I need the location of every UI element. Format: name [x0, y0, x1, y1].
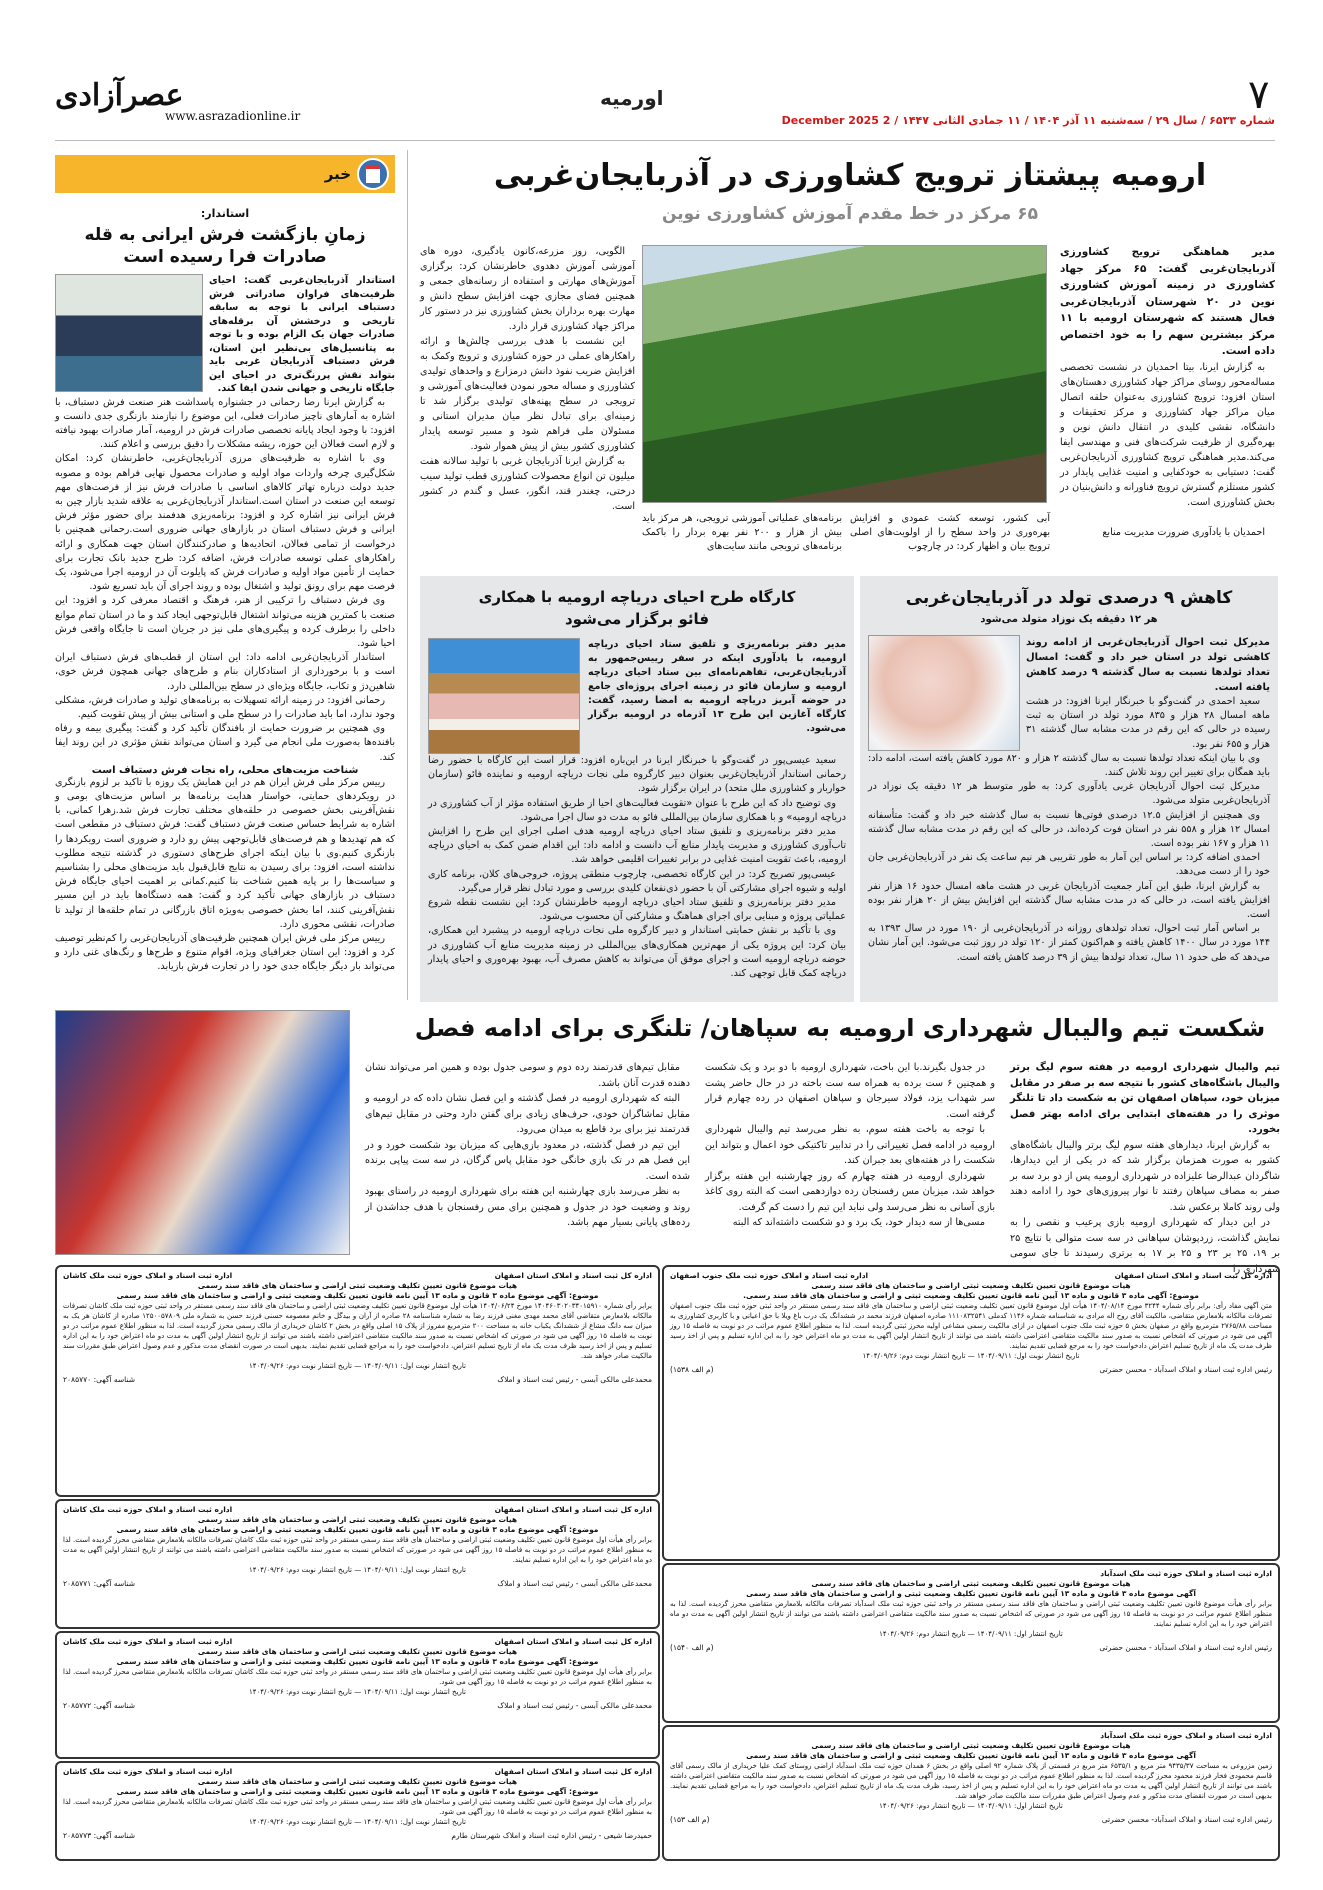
legal-notice — [55, 1761, 660, 1861]
notice-subject: موضوع: آگهی ماده ۳ قانون و ماده ۱۳ آیین نامه قانون تعیین تکلیف وضعیت ثبتی و اراضی و ساختمان های فاقد سند رسمی. — [743, 1291, 1199, 1300]
legal-notice — [55, 1265, 660, 1497]
notice-subject: موضوع: آگهی موضوع ماده ۳ قانون و ماده ۱۳ آیین نامه قانون تعیین تکلیف وضعیت ثبتی و اراضی و ساختمان های فاقد سند رسمی — [116, 1525, 599, 1534]
notice-code: شناسه آگهی: ۲۰۸۵۷۷۰ — [63, 1375, 135, 1384]
notice-signature: رئیس اداره ثبت اسناد و املاک اسدآباد- محسن حضرتی — [1101, 1815, 1272, 1824]
headline: کارگاه طرح احیای دریاچه ارومیه با همکاری فائو برگزار می‌شود — [478, 588, 796, 628]
notice-body: برابر رأی هیأت اول موضوع قانون تعیین تکلیف وضعیت ثبتی اراضی و ساختمان های فاقد سند رسمی مستقر در واحد ثبتی حوزه ثبت ملک کاشان تصرفات مالکانه بلامعارض متقاضی محرز گردیده است. لذا به منظور اطلاع عموم مراتب در دو نوبت به فاصله ۱۵ روز آگهی می شود. — [63, 1668, 652, 1686]
paragraph: وی فرش دستباف را ترکیبی از هنر، فرهنگ و اقتصاد معرفی کرد و افزود: این صنعت با کمترین هزینه می‌تواند اشتغال قابل‌توجهی ایجاد کند و ما در استان تمام موانع داخلی را برطرف کرده و پیگیری‌های ملی نیز در جریان است تا جایگاه واقعی فرش احیا شود. — [55, 595, 395, 649]
notice-dates: تاریخ انتشار نوبت اول: ۱۴۰۴/۰۹/۱۱ — تاریخ انتشار نوبت دوم: ۱۴۰۴/۰۹/۲۶ — [249, 1566, 466, 1574]
paragraph: در جدول بگیرند.با این باخت، شهرداری ارومیه با دو برد و یک شکست و همچنین ۶ ست برده به همراه سه ست باخته در در حال حاضر پشت سر شهداب یزد، فولاد سیرجان و سپاهان اصفهان در رده چهارم قرار گرفته است. — [705, 1062, 995, 1120]
baby-hand-photo — [868, 635, 1020, 751]
section-title: اورمیه — [600, 86, 664, 110]
paragraph: مدیر دفتر برنامه‌ریزی و تلفیق ستاد احیای دریاچه ارومیه خاطرنشان کرد: این نشست نقطه شروع عملیاتی پروژه و مبنایی برای اجرای هماهنگ و مشارکتی آن محسوب می‌شود. — [428, 897, 846, 923]
notice-org: اداره کل ثبت اسناد و املاک استان اصفهان — [1114, 1271, 1272, 1280]
paragraph: وی توضیح داد که این طرح با عنوان «تقویت فعالیت‌های احیا از طریق استفاده مؤثر از آب کشاورزی در دریاچه ارومیه» و با همکاری سازمان بین‌المللی فائو به مدت دو سال اجرا می‌شود. — [428, 797, 846, 823]
subheadline: هر ۱۲ دقیقه یک نوزاد متولد می‌شود — [980, 614, 1158, 625]
notice-title: هیات موضوع قانون تعیین تکلیف وضعیت ثبتی اراضی و ساختمان های فاقد سند رسمی — [811, 1579, 1131, 1588]
lead: مدیرکل ثبت احوال آذربایجان‌غربی از ادامه روند کاهشی تولد در استان خبر داد و گفت: امسال تعداد تولدها نسبت به سال گذشته ۹ درصد کاهش یافته است. — [1026, 637, 1270, 693]
notice-dates: تاریخ انتشار نوبت اول: ۱۴۰۴/۰۹/۱۱ — تاریخ انتشار نوبت دوم: ۱۴۰۴/۰۹/۲۶ — [249, 1362, 466, 1370]
paragraph: استاندار آذربایجان‌غربی ادامه داد: این استان از قطب‌های فرش دستباف ایران است و با برخورداری از استادکاران بنام و طرح‌های جهانی همچون فرش خوی، شاهین‌دژ و تکاب، جایگاه ویژه‌ای در سطح بین‌المللی دارد. — [55, 652, 395, 692]
notice-body: برابر رأی هیأت اول موضوع قانون تعیین تکلیف وضعیت ثبتی اراضی و ساختمان های فاقد سند رسمی مستقر در واحد ثبتی حوزه ثبت ملک کاشان تصرفات مالکانه بلامعارض متقاضی محرز گردیده است. لذا به منظور اطلاع عموم مراتب در دو نوبت به فاصله ۱۵ روز آگهی می شود. — [63, 1798, 652, 1816]
notice-org: اداره کل ثبت اسناد و املاک استان اصفهان — [494, 1767, 652, 1776]
lake-urmia-photo — [428, 638, 580, 754]
paragraph: البته که شهرداری ارومیه در فصل گذشته و این فصل نشان داده که در ارومیه و مقابل تماشاگران خودی، حرف‌های زیادی برای گفتن دارد وحتی در مقابل تیم‌های قدرتمند نیز برای برد قاطع به میدان می‌رود. — [365, 1093, 690, 1135]
lead: استاندار آذربایجان‌غربی گفت: احیای ظرفیت‌های فراوان صادراتی فرش دستباف ایرانی با توجه به سابقه تاریخی و درخشش آن برقله‌های صادرات جهان یک الزام بوده و با توجه به پتانسیل‌های بی‌نظیر این استان، فرش دستباف آذربایجان غربی باید بتواند نقش پررنگ‌تری در احیای این جایگاه تاریخی و جهانی شدن ایفا کند. — [209, 275, 395, 394]
paragraph: وی همچنین از افزایش ۱۲.۵ درصدی فوتی‌ها نسبت به سال گذشته خبر داد و گفت: متأسفانه امسال ۱۲ هزار و ۵۵۸ نفر در استان فوت کرده‌اند، در حالی که این رقم در مدت مشابه سال گذشته ۱۱ هزار و ۱۶۷ نفر بوده است. — [868, 809, 1270, 850]
paragraph: به گزارش ایرنا آذربایجان غربی با تولید سالانه هفت میلیون تن انواع محصولات کشاورزی قطب تولید سیب درختی، چغندر قند، انگور، عسل و گندم در کشور است. — [420, 456, 635, 512]
notice-code: (م الف ۱۵۴۰) — [670, 1643, 714, 1652]
paragraph: احمدی اضافه کرد: بر اساس این آمار به طور تقریبی هر نیم ساعت یک نفر در آذربایجان‌غربی جان خود را از دست می‌دهد. — [868, 852, 1270, 878]
paragraph: در این دیدار که شهرداری ارومیه بازی پرعیب و نقصی را به نمایش گذاشت، زردپوشان سپاهانی در سه ست متوالی با نتایج ۲۵ بر ۱۹، ۲۵ بر ۲۳ و ۲۵ بر ۱۷ به برتری رسیدند تا جای سومی شهرداری را — [1010, 1217, 1280, 1275]
paragraph: مقابل تیم‌های قدرتمند رده دوم و سومی جدول بوده و همین امر می‌تواند نشان دهنده قدرت آنان باشد. — [365, 1062, 690, 1089]
paragraph: بر اساس آمار ثبت احوال، تعداد تولدهای روزانه در آذربایجان‌غربی از ۱۹۰ مورد در سال ۱۳۹۳ به ۱۴۴ مورد در سال ۱۴۰۰ کاهش یافته و هم‌اکنون کمتر از ۱۲۰ تولد در روز ثبت می‌شود. این آمار نشان می‌دهد که طی حدود ۱۱ سال، تعداد تولدها بیش از ۳۹ درصد کاهش یافته است. — [868, 923, 1270, 963]
notice-body: متن آگهی مفاد رأی: برابر رأی شماره ۳۲۴۴ مورخ ۱۴۰۴/۰۸/۱۴ هیأت اول موضوع قانون تعیین تکلیف وضعیت ثبتی اراضی و ساختمان های فاقد سند رسمی مستقر در واحد ثبتی حوزه ثبت ملک جنوب اصفهان تصرفات مالکانه بلامعارض متقاضی، مالکیت آقای روح اله مرادی به شناسنامه شماره ۱۱۴۶ کدملی ۱۱۱۰۸۳۲۵۴۱ صادره اصفهان فرزند محمد در ششدانگ یک درب باغ ویلا با حق اعیانی و با کاربری کشاورزی به مساحت ۲۷۶۵/۸۸ مترمربع واقع در صفهان بخش ۵ حوزه ثبت ملک جنوب اصفهان در ازای مالکیت رسمی مشاعی اولیه محرز ثبتی گردیده است. لذا به منظور اطلاع عموم مراتب در دو نوبت به فاصله ۱۵ روز آگهی می شود در صورتی که اشخاص نسبت به صدور سند مالکیت متقاضی اعتراضی داشته باشند می توانند از تاریخ انتشار اولین آگهی به مدت دو ماه اعتراض خود را به این اداره تسلیم و پس از اخذ رسید ظرف مدت یک ماه از تاریخ تسلیم اعتراض دادخواست خود را به مرجع قضایی تقدیم نمایند. — [670, 1302, 1273, 1350]
notice-org: اداره کل ثبت اسناد و املاک استان اصفهان — [494, 1505, 652, 1514]
paragraph: وی همچنین بر ضرورت حمایت از بافندگان تأکید کرد و گفت: پیگیری بیمه و رفاه بافنده‌ها به‌صورت ملی انجام می گیرد و استان می‌تواند نقش مؤثری در این روند ایفا کند. — [55, 723, 395, 763]
paragraph: وی با اشاره به ظرفیت‌های مرزی آذربایجان‌غربی، خاطرنشان کرد: امکان شکل‌گیری چرخه واردات مواد اولیه و صادرات محصول نهایی فراهم بوده و مصوبه جدید دولت درباره تهاتر کالاهای اساسی با صادرات فرش نیز از فرصت‌های مهم توسعه این صنعت در استان است.استاندار آذربایجان‌غربی به علاقه شدید بازار چین به فرش ایرانی نیز اشاره کرد و افزود: برنامه‌ریزی هدفمند برای حضور مؤثر فرش ایرانی و فرش دستباف استان در بازارهای جهانی ضروری است.رحمانی همچنین با درخواست از تمامی فعالان، اتحادیه‌ها و صادرکنندگان استان جهت همکاری و ارائه راهکارهای عملی توسعه صادرات فرش، اضافه کرد: طرح جدید بانک تجارت برای حمایت از تأمین مواد اولیه و صادرات فرش که پایلوت آن در ارومیه اجرا می‌شود، یک فرصت مهم برای رونق تولید و اشتغال بوده و روند اجرای آن باید تسریع شود. — [55, 453, 395, 593]
paragraph: به نظر می‌رسد بازی چهارشنبه این هفته برای شهرداری ارومیه در راستای بهبود روند و وضعیت خود در جدول و همچنین برای مس رفسنجان با هدف جداشدن از رده‌های پایانی بسیار مهم باشد. — [365, 1186, 690, 1228]
paragraph: رییس مرکز ملی فرش ایران هم در این همایش یک روزه با تاکید بر لزوم بازنگری در رویکردهای حمایتی، خواستار هدایت برنامه‌ها بر اساس مزیت‌های بومی و نقش‌آفرینی بخش خصوصی در حلقه‌های مختلف تجارت فرش شد.زهرا کمانی، با اشاره به شرایط حساس صنعت فرش دستباف گفت: فرش دستباف در مقطعی است که هم تهدیدها و هم فرصت‌های قابل‌توجهی پیش رو دارد و ضروری است رویکردها را بازنگری کنیم.وی با بیان اینکه اجرای طرح‌های دستوری در گذشته نتیجه مطلوب نداشته است، افزود: برای رسیدن به نتایج قابل‌قبول باید مزیت‌های محلی را بشناسیم و سیاست‌ها را بر پایه همین شناخت بنا کنیم.کمانی بر اهمیت احیای جایگاه فرش دستباف در بازارهای جهانی تأکید کرد و گفت: همه دستگاه‌ها باید در این مسیر نقش‌آفرینی کنند، اما بخش خصوصی به‌ویژه اتاق بازرگانی در تمام حلقه‌ها از تولید تا صادرات، نقشی محوری دارد. — [55, 776, 395, 930]
notice-title: هیات موضوع قانون تعیین تکلیف وضعیت ثبتی اراضی و ساختمان های فاقد سند رسمی — [811, 1281, 1131, 1290]
legal-notice — [55, 1499, 660, 1629]
news-badge — [55, 155, 395, 193]
notice-subject: آگهی موضوع ماده ۳ قانون و ماده ۱۳ آیین نامه قانون تعیین تکلیف وضعیت ثبتی و اراضی و ساختمان های فاقد سند رسمی — [746, 1589, 1196, 1598]
notice-code: شناسه آگهی: ۲۰۸۵۷۷۲ — [63, 1701, 135, 1710]
page-number: ۷ — [1248, 72, 1270, 118]
notice-subject: موضوع: آگهی موضوع ماده ۳ قانون و ماده ۱۳ آیین نامه قانون تعیین تکلیف وضعیت ثبتی و اراضی و ساختمان های فاقد سند رسمی — [116, 1657, 599, 1666]
paragraph: سعید عیسی‌پور در گفت‌وگو با خبرنگار ایرنا در این‌باره افزود: قرار است این کارگاه با حضور رضا رحمانی استاندار آذربایجان‌غربی بعنوان دبیر کارگروه ملی نجات دریاچه ارومیه و نماینده فائو (سازمان خواربار و کشاورزی ملل متحد) در ایران برگزار شود. — [428, 755, 846, 795]
carpet-article — [55, 155, 395, 1000]
paragraph: به گزارش ایرنا، دیدارهای هفته سوم لیگ برتر والیبال باشگاه‌های کشور به صورت همزمان برگزار شد که در یکی از این دیدارها، شاگردان عبدالرضا علیزاده در شهرداری ارومیه پس از دو برد سه بر صفر به مصاف سپاهان رفتند تا نوار پیروزی‌های خود را ادامه دهند ولی روند کاملا برعکس شد. — [1010, 1139, 1280, 1213]
paragraph: برنامه‌های عملیاتی آموزشی ترویجی، هر مرکز باید بیش از هزار و ۲۰۰ نفر بهره بردار را باکمک برنامه‌های ترویجی مانند سایت‌های — [642, 513, 843, 553]
paragraph: الگویی، روز مزرعه،کانون یادگیری، دوره های آموزشی آموزش دهدوی خاطرنشان کرد: برگزاری آموزش‌های مهارتی و استفاده از رسانه‌های جمعی و همچنین فضای مجازی جهت افزایش سطح دانش و مهارت بهره برداران بخش کشاورزی نیز در دستور کار مراکز جهاد کشاورزی قرار دارد. — [420, 246, 635, 332]
notice-subject: موضوع: آگهی موضوع ماده ۳ قانون و ماده ۱۳ آیین نامه قانون تعیین تکلیف وضعیت ثبتی و اراضی و ساختمان های فاقد سند رسمی — [116, 1787, 599, 1796]
notice-dates: تاریخ انتشار نوبت اول: ۱۴۰۴/۰۹/۱۱ — تاریخ انتشار نوبت دوم: ۱۴۰۴/۰۹/۲۶ — [862, 1352, 1080, 1360]
notice-office: اداره ثبت اسناد و املاک حوزه ثبت ملک کاشان — [63, 1271, 233, 1280]
notice-dates: تاریخ انتشار نوبت اول: ۱۴۰۴/۰۹/۱۱ — تاریخ انتشار نوبت دوم: ۱۴۰۴/۰۹/۲۶ — [249, 1688, 466, 1696]
paragraph: مسی‌ها از سه دیدار خود، یک برد و دو شکست داشته‌اند که البته — [732, 1217, 985, 1228]
kicker: استاندار: — [200, 207, 250, 220]
notice-code: (م الف ۱۵۳) — [670, 1815, 710, 1824]
lead: مدیر دفتر برنامه‌ریزی و تلفیق ستاد احیای دریاچه ارومیه، با یادآوری اینکه در سفر رییس‌جمهور به آذربایجان‌غربی، تفاهم‌نامه‌ای بین ستاد احیای دریاچه ارومیه و سازمان فائو در زمینه اجرای پروژه‌ای جامع در حوضه آبریز دریاچه ارومیه به امضا رسید، گفت: کارگاه آغازین این طرح ۱۳ آذرماه در ارومیه برگزار می‌شود. — [588, 639, 846, 734]
notice-subject: آگهی موضوع ماده ۳ قانون و ماده ۱۳ آیین نامه قانون تعیین تکلیف وضعیت ثبتی و اراضی و ساختمان های فاقد سند رسمی — [746, 1751, 1196, 1760]
notice-title: هیات موضوع قانون تعیین تکلیف وضعیت ثبتی اراضی و ساختمان های فاقد سند رسمی — [197, 1647, 518, 1656]
website-link[interactable]: www.asrazadionline.ir — [165, 109, 301, 123]
notice-body: زمین مزروعی به مساحت ۹۴۳۵/۳۷ متر مربع و ۶۵۳۵/۱ متر مربع در قسمتی از پلاک شماره ۹۲ اصلی واقع در بخش ۶ همدان حوزه ثبت ملک اسدآباد اراضی روستای کمک علیا خریداری از مالک رسمی آقای قاسم محمودی فخار فرزند محمود محرز گردیده است. لذا به منظور اطلاع عموم مراتب در دو نوبت به فاصله ۱۵ روز آگهی می شود در صورتی که اشخاص نسبت به صدور سند مالکیت متقاضی اعتراضی داشته باشند می توانند از تاریخ انتشار اولین آگهی به مدت دو ماه اعتراض خود را به این اداره تسلیم و پس از اخذ رسید، ظرف مدت یک ماه از تاریخ تسلیم اعتراض، دادخواست خود را به مراجع قضایی تقدیم نمایند. بدیهی است در صورت انقضای مدت مذکور و عدم وصول اعتراض طبق مقررات سند مالکیت صادر خواهد شد. — [670, 1762, 1273, 1800]
paragraph: سعید احمدی در گفت‌وگو با خبرنگار ایرنا افزود: در هشت ماهه امسال ۲۸ هزار و ۸۳۵ مورد تولد در استان به ثبت رسیده در حالی که این رقم در مدت مشابه سال گذشته ۳۱ هزار و ۶۵۵ نفر بود. — [1026, 696, 1271, 750]
lead: مدیر هماهنگی ترویج کشاورزی آذربایجان‌غربی گفت: ۶۵ مرکز جهاد کشاورزی در زمینه آموزش کشاورزی نوین در ۲۰ شهرستان آذربایجان‌غربی فعال هستند که شهرستان ارومیه با ۱۱ مرکز بیشترین سهم را به خود اختصاص داده است. — [1060, 246, 1275, 357]
notice-org: اداره ثبت اسناد و املاک حوزه ثبت ملک اسدآباد — [1100, 1569, 1272, 1578]
main-subheadline: ۶۵ مرکز در خط مقدم آموزش کشاورزی نوین — [661, 204, 1039, 224]
paragraph: آبی کشور، توسعه کشت عمودی و افزایش بهره‌وری در واحد سطح را از اولویت‌های اصلی ترویج بیان و اظهار کرد: در چارچوب — [850, 513, 1050, 553]
notice-body: برابر رأی هیأت اول موضوع قانون تعیین تکلیف وضعیت ثبتی اراضی و ساختمان های فاقد سند رسمی مستقر در واحد ثبتی حوزه ثبت ملک کاشان تصرفات مالکانه بلامعارض متقاضی محرز گردیده است. لذا به منظور اطلاع عموم مراتب در دو نوبت به فاصله ۱۵ روز آگهی می شود در صورتی که اشخاص نسبت به صدور سند مالکیت متقاضی اعتراضی داشته باشند می توانند از تاریخ انتشار اولین آگهی به مدت دو ماه اعتراض خود را به این اداره تسلیم نمایند. — [63, 1536, 652, 1564]
paragraph: به گزارش ایرنا، بیتا احمدیان در نشست تخصصی مساله‌محور روسای مراکز جهاد کشاورزی دهستان‌های استان افزود: ترویج کشاورزی به‌عنوان حلقه اتصال میان مراکز جهاد کشاورزی و مرکز تحقیقات و دانشگاه، نقشی کلیدی در انتقال دانش نوین و بهره‌گیری از ظرفیت شرکت‌های فنی و مهندسی ایفا می‌کند.مدیر هماهنگی ترویج کشاورزی آذربایجان‌غربی گفت: دستیابی به خودکفایی و امنیت غذایی پایدار در کشور مستلزم گسترش ترویج فناورانه و دانش‌بنیان در بخش کشاورزی است. — [1060, 361, 1275, 508]
notice-signature: محمدعلی مالکی آبسی - رئیس ثبت اسناد و املاک — [497, 1375, 652, 1384]
notice-org: اداره کل ثبت اسناد و املاک استان اصفهان — [494, 1271, 652, 1280]
paragraph: به گزارش ایرنا، طبق این آمار جمعیت آذربایجان غربی در هشت ماهه امسال حدود ۱۶ هزار نفر افزایش یافته است، در حالی که در مدت مشابه سال گذشته این افزایش بیش از ۲۰ هزار نفر بوده است. — [868, 880, 1271, 921]
lead: تیم والیبال شهرداری ارومیه در هفته سوم لیگ برتر والیبال باشگاه‌های کشور با نتیجه سه بر صفر در مقابل میزبان خود، سپاهان اصفهان تن به شکست داد تا تلنگر موثری را در هفته‌های ابتدایی برای ادامه بهتر فصل بخورد. — [1010, 1062, 1280, 1135]
legal-notice — [662, 1563, 1280, 1723]
paragraph: مدیرکل ثبت احوال آذربایجان غربی یادآوری کرد: به طور متوسط هر ۱۲ دقیقه یک نوزاد در آذربایجان‌غربی متولد می‌شود. — [868, 781, 1270, 807]
paragraph: مدیر دفتر برنامه‌ریزی و تلفیق ستاد احیای دریاچه ارومیه هدف اصلی اجرای این طرح را افزایش تاب‌آوری کشاورزی و مدیریت پایدار منابع آب دانست و ادامه داد: این اقدام ضمن کمک به احیای دریاچه ارومیه، باعث تقویت امنیت غذایی در برابر تغییرات اقلیمی خواهد شد. — [428, 826, 846, 866]
paragraph: شهرداری ارومیه در هفته چهارم که روز چهارشنبه این هفته برگزار خواهد شد، میزبان مس رفسنجان رده دوازدهمی است که البته روی کاغذ بازی آسانی به نظر می‌رسد ولی نباید این تیم را دست کم گرفت. — [705, 1170, 995, 1213]
notice-signature: محمدعلی مالکی آبسی - رئیس ثبت اسناد و املاک — [497, 1579, 652, 1588]
notice-code: شناسه آگهی: ۲۰۸۵۷۷۱ — [63, 1579, 135, 1588]
notice-signature: محمدعلی مالکی آبسی - رئیس ثبت اسناد و املاک — [497, 1701, 652, 1710]
legal-notice — [662, 1265, 1280, 1561]
volleyball-photo — [55, 1010, 350, 1255]
notice-dates: تاریخ انتشار اول: ۱۴۰۴/۰۹/۱۱ — تاریخ انتشار دوم: ۱۴۰۴/۰۹/۲۶ — [879, 1802, 1063, 1810]
notice-signature: رئیس اداره ثبت اسناد و املاک اسدآباد - محسن حضرتی — [1099, 1643, 1272, 1652]
paragraph: عیسی‌پور تصریح کرد: در این کارگاه تخصصی، چارچوب منطقی پروژه، خروجی‌های کلان، برنامه کاری اولیه و شیوه اجرای مشارکتی آن با حضور ذی‌نفعان کلیدی بررسی و مورد تبادل نظر قرار می‌گیرد. — [428, 868, 846, 894]
notice-code: (م الف ۱۵۳۸) — [670, 1365, 714, 1374]
paragraph: این تیم در فصل گذشته، در معدود بازی‌هایی که میزبان بود شکست خورد و در این فصل هم در تک بازی خانگی خود مقابل پاس گرگان، در سه ست پیاپی برنده شده است. — [365, 1139, 690, 1182]
notice-title: هیات موضوع قانون تعیین تکلیف وضعیت ثبتی اراضی و ساختمان های فاقد سند رسمی — [197, 1515, 518, 1524]
notice-title: هیات موضوع قانون تعیین تکلیف وضعیت ثبتی اراضی و ساختمان های فاقد سند رسمی — [197, 1777, 518, 1786]
notice-title: هیات موضوع قانون تعیین تکلیف وضعیت ثبتی اراضی و ساختمان های فاقد سند رسمی — [197, 1281, 518, 1290]
legal-notice — [55, 1631, 660, 1759]
lake-article — [420, 576, 854, 1002]
header-divider — [55, 140, 1275, 141]
notice-office: اداره ثبت اسناد و املاک حوزه ثبت ملک کاشان — [63, 1505, 233, 1514]
subheading: شناخت مزیت‌های محلی، راه نجات فرش دستباف است — [91, 764, 359, 776]
notice-office: اداره ثبت اسناد و املاک حوزه ثبت ملک کاشان — [63, 1637, 233, 1646]
newspaper-logo: عصرآزادی — [55, 78, 184, 113]
volleyball-headline: شکست تیم والیبال شهرداری ارومیه به سپاهان/ تلنگری برای ادامه فصل — [414, 1014, 1266, 1042]
paragraph: با توجه به باخت هفته سوم، به نظر می‌رسد تیم والیبال شهرداری ارومیه در ادامه فصل تغییراتی را در تدابیر تاکتیکی خود اعمال و بتواند این شکست را در هفته‌های بعد جبران کند. — [705, 1124, 995, 1166]
notice-dates: تاریخ انتشار اول: ۱۴۰۴/۰۹/۱۱ — تاریخ انتشار دوم: ۱۴۰۴/۰۹/۲۶ — [879, 1630, 1063, 1638]
news-label: خبر — [324, 165, 351, 183]
main-headline: ارومیه پیشتاز ترویج کشاورزی در آذربایجان‌غربی — [493, 158, 1207, 193]
meeting-photo — [55, 274, 203, 392]
paragraph: رحمانی افزود: در زمینه ارائه تسهیلات به برنامه‌های تولید و صادرات فرش، مشکلی وجود ندارد، اما باید صادرات را در سطح ملی و استانی بیش از پیش تقویت کنیم. — [55, 694, 395, 720]
notice-body: برابر رأی هیأت موضوع قانون تعیین تکلیف وضعیت ثبتی اراضی و ساختمان های فاقد سند رسمی مستقر در واحد ثبتی حوزه ثبت ملک اسدآباد تصرفات مالکانه بلامعارض متقاضی محرز گردیده است. لذا به منظور اطلاع عموم مراتب در دو نوبت به فاصله ۱۵ روز آگهی می شود در صورتی که اشخاص نسبت به صدور سند مالکیت متقاضی اعتراضی داشته باشند می توانند از تاریخ انتشار اولین آگهی به مدت دو ماه اعتراض خود را به این اداره تسلیم نمایند. — [670, 1600, 1273, 1628]
birth-article — [860, 576, 1278, 1002]
paragraph: احمدیان با یادآوری ضرورت مدیریت منابع — [1102, 527, 1265, 538]
notice-office: اداره ثبت اسناد و املاک حوزه ثبت ملک کاشان — [63, 1767, 233, 1776]
newspaper-magnifier-icon — [357, 158, 389, 190]
legal-notice — [662, 1725, 1280, 1861]
sprinkler-field-photo — [642, 245, 1047, 503]
column-divider — [407, 150, 408, 1000]
paragraph: وی با تأکید بر نقش حمایتی استاندار و دبیر کارگروه ملی نجات دریاچه ارومیه در پیشبرد این همکاری، بیان کرد: این پروژه یکی از مهم‌ترین همکاری‌های بین‌المللی در زمینه مدیریت منابع آب کشاورزی در حوضه دریاچه ارومیه است و اجرای موفق آن می‌تواند به کاهش مصرف آب، بهبود بهره‌وری و احیای پایدار دریاچه کمک قابل توجهی کند. — [428, 925, 846, 980]
headline: زمانِ بازگشت فرش ایرانی به قله صادرات فرا رسیده است — [84, 225, 366, 267]
notice-subject: موضوع: آگهی موضوع ماده ۳ قانون و ماده ۱۳ آیین نامه قانون تعیین تکلیف وضعیت ثبتی و اراضی و ساختمان های فاقد سند رسمی — [116, 1291, 599, 1300]
notice-title: هیات موضوع قانون تعیین تکلیف وضعیت ثبتی اراضی و ساختمان های فاقد سند رسمی — [811, 1741, 1131, 1750]
notice-code: شناسه آگهی: ۲۰۸۵۷۷۳ — [63, 1831, 135, 1840]
paragraph: وی با بیان اینکه تعداد تولدها نسبت به سال گذشته ۲ هزار و ۸۲۰ مورد کاهش یافته است، ادامه داد: باید همگان برای تغییر این روند تلاش کنند. — [868, 752, 1270, 779]
notice-dates: تاریخ انتشار نوبت اول: ۱۴۰۴/۰۹/۱۱ — تاریخ انتشار نوبت دوم: ۱۴۰۴/۰۹/۲۶ — [249, 1818, 466, 1826]
notice-signature: حمیدرضا شیعی - رئیس اداره ثبت اسناد و املاک شهرستان طارم — [451, 1831, 652, 1840]
headline: کاهش ۹ درصدی تولد در آذربایجان‌غربی — [905, 588, 1233, 608]
notice-body: برابر رأی شماره ۱۴۰۴۶۰۳۰۲۰۳۴۰۱۵۹۱۰ مورخ ۱۴۰۴/۰۶/۲۴ هیأت اول موضوع قانون تعیین تکلیف وضعیت ثبتی اراضی و ساختمان های فاقد سند رسمی مستقر در واحد ثبتی حوزه ثبت ملک کاشان تصرفات مالکانه بلامعارض متقاضی آقای محمد مهدی مغنی فرزند رضا به شماره شناسنامه ۲۸ صادره از آران و بیدگل و خانم معصومه حسنی فرزند حسن به شماره ملی ۱۲۵۰۰۵۷۸۰۹ صادره از کاشان هر یک به میزان سه دانگ مشاع از ششدانگ یکباب خانه به مساحت ۲۰۰ مترمربع مفروز از پلاک ۱۵ اصلی واقع در بخش ۲ کاشان خریداری از مالک رسمی محرز گردیده است. لذا به منظور اطلاع عموم مراتب در دو نوبت به فاصله ۱۵ روز آگهی می شود در صورتی که اشخاص نسبت به صدور سند مالکیت متقاضی اعتراضی داشته باشند می توانند از تاریخ انتشار اولین آگهی به مدت دو ماه اعتراض خود را به این اداره تسلیم و پس از اخذ رسید ظرف مدت یک ماه از تاریخ تسلیم اعتراض، دادخواست خود را به مراجع قضایی تقدیم نمایند. بدیهی است در صورت انقضای مدت مذکور و عدم وصول اعتراض طبق مقررات سند مالکیت صادر خواهد شد. — [63, 1302, 653, 1360]
notice-org: اداره کل ثبت اسناد و املاک استان اصفهان — [494, 1637, 652, 1646]
issue-line: شماره ۶۵۳۳ / سال ۲۹ / سه‌شنبه ۱۱ آذر ۱۴۰۴ / ۱۱ جمادی الثانی ۱۴۴۷ / 2 December 2025 — [781, 114, 1275, 127]
notice-org: اداره ثبت اسناد و املاک حوزه ثبت ملک اسدآباد — [1100, 1731, 1272, 1740]
paragraph: این نشست با هدف بررسی چالش‌ها و ارائه راهکارهای عملی در حوزه کشاورزی و ترویج وکمک به افزایش ضریب نفوذ دانش درمزارع و واحدهای تولیدی کشاورزی و مساله محور نمودن فعالیت‌های آموزشی و ترویجی در سطح پهنه‌های تولیدی برگزار شد تا زمینه‌ای برای تبادل نظر میان مدیران استانی و مسئولان ملی فراهم شود و مسیر توسعه پایدار کشاورزی کشور بیش از پیش هموار شود. — [420, 336, 635, 452]
notice-signature: رئیس اداره ثبت اسناد و املاک اسدآباد - محسن حضرتی — [1099, 1365, 1272, 1374]
paragraph: به گزارش ایرنا رضا رحمانی در جشنواره پاسداشت هنر صنعت فرش دستباف، با اشاره به آمارهای ناچیز صادرات فعلی، این موضوع را نیازمند بازنگری جدی دانست و افزود: با وجود ایجاد پایانه تخصصی صادرات فرش در ارومیه، آمار صادرات بهبود نیافته و لازم است فعالان این حوزه، ریشه مشکلات را دقیق بررسی و اعلام کنند. — [55, 396, 395, 451]
notice-office: اداره ثبت اسناد و املاک حوزه ثبت ملک جنوب اصفهان — [670, 1271, 869, 1280]
paragraph: رییس مرکز ملی فرش ایران همچنین ظرفیت‌های آذربایجان‌غربی را کم‌نظیر توصیف کرد و افزود: این استان جغرافیای ویژه، اقوام متنوع و طرح‌ها و رنگ‌های غنی دارد و می‌تواند بار دیگر جایگاه جدی خود را در تجارت فرش بازیابد. — [55, 933, 395, 973]
